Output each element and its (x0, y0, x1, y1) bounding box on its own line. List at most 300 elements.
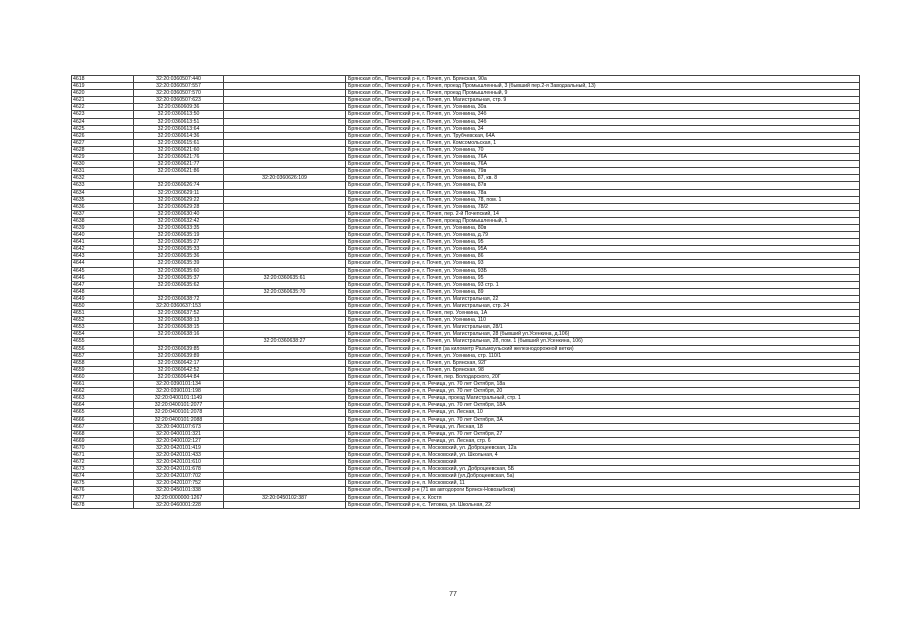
linked-cadastral-number-cell (224, 381, 346, 388)
row-number-cell: 4636 (72, 203, 134, 210)
table-row (72, 345, 860, 352)
linked-cadastral-number-cell (224, 366, 346, 373)
address-cell: Брянская обл., Почепский р-н, г. Почеп, ул. Усенкина, 70 (346, 146, 860, 153)
address-cell: Брянская обл., Почепский р-н, п. Речица, ул. 70 лет Октября, 18а (346, 381, 860, 388)
row-number-cell: 4632 (72, 175, 134, 182)
row-number-cell: 4659 (72, 366, 134, 373)
table-row (72, 83, 860, 90)
address-cell: Брянская обл., Почепский р-н, г. Почеп, ул. Усенкина, 79в (346, 168, 860, 175)
address-cell: Брянская обл., Почепский р-н, г. Почеп, ул. Усенкина, 87, кв. 8 (346, 175, 860, 182)
table-row (72, 217, 860, 224)
address-cell: Брянская обл., Почепский р-н, г. Почеп, ул. Усенкина, 76А (346, 161, 860, 168)
linked-cadastral-number-cell (224, 331, 346, 338)
cadastral-number-cell (134, 175, 224, 182)
row-number-cell: 4661 (72, 381, 134, 388)
row-number-cell: 4662 (72, 388, 134, 395)
linked-cadastral-number-cell (224, 118, 346, 125)
table-row (72, 473, 860, 480)
table-row (72, 310, 860, 317)
row-number-cell: 4670 (72, 444, 134, 451)
linked-cadastral-number-cell (224, 76, 346, 83)
cadastral-number-cell: 32:20:0450101:338 (134, 487, 224, 494)
linked-cadastral-number-cell (224, 451, 346, 458)
linked-cadastral-number-cell (224, 260, 346, 267)
cadastral-number-cell: 32:20:0360635:33 (134, 246, 224, 253)
registry-table-container (71, 75, 859, 509)
table-row (72, 359, 860, 366)
address-cell: Брянская обл., Почепский р-н, г. Почеп, ул. Усенкина, 110 (346, 317, 860, 324)
row-number-cell: 4663 (72, 395, 134, 402)
linked-cadastral-number-cell (224, 246, 346, 253)
linked-cadastral-number-cell (224, 430, 346, 437)
address-cell: Брянская обл., Почепский р-н, г. Почеп, ул. Усенкина, 93 (346, 260, 860, 267)
cadastral-number-cell: 32:20:0360507:440 (134, 76, 224, 83)
row-number-cell: 4666 (72, 416, 134, 423)
table-row (72, 104, 860, 111)
table-row (72, 459, 860, 466)
linked-cadastral-number-cell (224, 352, 346, 359)
linked-cadastral-number-cell (224, 487, 346, 494)
cadastral-number-cell: 32:20:0360615:61 (134, 139, 224, 146)
table-row (72, 161, 860, 168)
address-cell: Брянская обл., Почепский р-н, г. Почеп, ул. Усенкина, 76А (346, 154, 860, 161)
linked-cadastral-number-cell (224, 189, 346, 196)
table-row (72, 90, 860, 97)
table-row (72, 239, 860, 246)
row-number-cell: 4653 (72, 324, 134, 331)
table-row (72, 395, 860, 402)
table-row (72, 487, 860, 494)
cadastral-number-cell: 32:20:0400101:1149 (134, 395, 224, 402)
address-cell: Брянская обл., Почепский р-н, г. Почеп, ул. Магистральная, 28, пом. 1 (бывший ул.Усенкина, 106) (346, 338, 860, 345)
table-row (72, 146, 860, 153)
cadastral-number-cell: 32:20:0360639:85 (134, 345, 224, 352)
linked-cadastral-number-cell (224, 139, 346, 146)
linked-cadastral-number-cell (224, 161, 346, 168)
linked-cadastral-number-cell (224, 239, 346, 246)
table-row (72, 430, 860, 437)
address-cell: Брянская обл., Почепский р-н, п. Речица, ул. 70 лет Октября, 3А (346, 416, 860, 423)
cadastral-number-cell: 32:20:0000000:1267 (134, 494, 224, 501)
row-number-cell: 4658 (72, 359, 134, 366)
address-cell: Брянская обл., Почепский р-н (71 км автодороги Брянск-Новозыбков) (346, 487, 860, 494)
row-number-cell: 4667 (72, 423, 134, 430)
address-cell: Брянская обл., Почепский р-н, г. Почеп, ул. Усенкина, стр. 110/1 (346, 352, 860, 359)
linked-cadastral-number-cell (224, 409, 346, 416)
registry-table-body (72, 76, 860, 509)
address-cell: Брянская обл., Почепский р-н, г. Почеп, ул. Усенкина, д.79 (346, 232, 860, 239)
address-cell: Брянская обл., Почепский р-н, г. Почеп, ул. Брянская, 92Г (346, 359, 860, 366)
row-number-cell: 4643 (72, 253, 134, 260)
table-row (72, 260, 860, 267)
cadastral-number-cell: 32:20:0400107:673 (134, 423, 224, 430)
address-cell: Брянская обл., Почепский р-н, п. Московский, ул. Доброцеевская, 12а (346, 444, 860, 451)
linked-cadastral-number-cell (224, 253, 346, 260)
table-row (72, 196, 860, 203)
address-cell: Брянская обл., Почепский р-н, г. Почеп, ул. Усенкина, 78а (346, 189, 860, 196)
cadastral-number-cell: 32:20:0360507:570 (134, 90, 224, 97)
address-cell: Брянская обл., Почепский р-н, г. Почеп, ул. Магистральная, 28 (бывший ул.Усенкина, д.106) (346, 331, 860, 338)
address-cell: Брянская обл., Почепский р-н, г. Почеп, проезд Промышленный, 1 (346, 217, 860, 224)
cadastral-number-cell: 32:20:0360609:36 (134, 104, 224, 111)
address-cell: Брянская обл., Почепский р-н, п. Речица, ул. 70 лет Октября, 18А (346, 402, 860, 409)
linked-cadastral-number-cell (224, 466, 346, 473)
row-number-cell: 4656 (72, 345, 134, 352)
linked-cadastral-number-cell: 32:20:0360638:27 (224, 338, 346, 345)
cadastral-number-cell: 32:20:0360629:28 (134, 203, 224, 210)
row-number-cell: 4648 (72, 288, 134, 295)
table-row (72, 97, 860, 104)
table-row (72, 451, 860, 458)
table-row (72, 288, 860, 295)
table-row (72, 175, 860, 182)
cadastral-number-cell: 32:20:0360621:60 (134, 146, 224, 153)
table-row (72, 210, 860, 217)
row-number-cell: 4678 (72, 501, 134, 508)
linked-cadastral-number-cell (224, 310, 346, 317)
row-number-cell: 4652 (72, 317, 134, 324)
address-cell: Брянская обл., Почепский р-н, г. Почеп, ул. Комсомольская, 1 (346, 139, 860, 146)
row-number-cell: 4629 (72, 154, 134, 161)
cadastral-number-cell: 32:20:0360630:40 (134, 210, 224, 217)
linked-cadastral-number-cell (224, 345, 346, 352)
row-number-cell: 4634 (72, 189, 134, 196)
table-row (72, 303, 860, 310)
cadastral-number-cell: 32:20:0360644:84 (134, 373, 224, 380)
address-cell: Брянская обл., Почепский р-н, г. Почеп, ул. Усенкина, 30а (346, 104, 860, 111)
row-number-cell: 4644 (72, 260, 134, 267)
row-number-cell: 4676 (72, 487, 134, 494)
row-number-cell: 4631 (72, 168, 134, 175)
address-cell: Брянская обл., Почепский р-н, г. Почеп, ул. Усенкина, 78, пом. 1 (346, 196, 860, 203)
address-cell: Брянская обл., Почепский р-н, п. Речица, ул. 70 лет Октября, 20 (346, 388, 860, 395)
row-number-cell: 4639 (72, 224, 134, 231)
cadastral-number-cell: 32:20:0400101:2077 (134, 402, 224, 409)
row-number-cell: 4649 (72, 295, 134, 302)
cadastral-number-cell: 32:20:0360635:62 (134, 281, 224, 288)
cadastral-number-cell: 32:20:0400102:127 (134, 437, 224, 444)
table-row (72, 352, 860, 359)
linked-cadastral-number-cell (224, 373, 346, 380)
cadastral-number-cell: 32:20:0420101:433 (134, 451, 224, 458)
linked-cadastral-number-cell (224, 168, 346, 175)
linked-cadastral-number-cell (224, 395, 346, 402)
row-number-cell: 4654 (72, 331, 134, 338)
linked-cadastral-number-cell (224, 203, 346, 210)
linked-cadastral-number-cell (224, 125, 346, 132)
linked-cadastral-number-cell (224, 317, 346, 324)
table-row (72, 76, 860, 83)
address-cell: Брянская обл., Почепский р-н, п. Московский, 11 (346, 480, 860, 487)
table-row (72, 423, 860, 430)
linked-cadastral-number-cell (224, 437, 346, 444)
address-cell: Брянская обл., Почепский р-н, г. Почеп, ул. Усенкина, 93 стр. 1 (346, 281, 860, 288)
linked-cadastral-number-cell (224, 154, 346, 161)
table-row (72, 154, 860, 161)
address-cell: Брянская обл., Почепский р-н, г. Почеп, пер. 2-й Почепский, 14 (346, 210, 860, 217)
cadastral-number-cell: 32:20:0460001:228 (134, 501, 224, 508)
address-cell: Брянская обл., Почепский р-н, г. Почеп, ул. Усенкина, 86 (346, 253, 860, 260)
linked-cadastral-number-cell (224, 359, 346, 366)
linked-cadastral-number-cell (224, 104, 346, 111)
table-row (72, 111, 860, 118)
cadastral-number-cell: 32:20:0400101:2078 (134, 409, 224, 416)
table-row (72, 388, 860, 395)
row-number-cell: 4620 (72, 90, 134, 97)
row-number-cell: 4618 (72, 76, 134, 83)
address-cell: Брянская обл., Почепский р-н, г. Почеп, ул. Магистральная, 22 (346, 295, 860, 302)
table-row (72, 381, 860, 388)
address-cell: Брянская обл., Почепский р-н, г. Почеп, ул. Усенкина, 93Б (346, 267, 860, 274)
row-number-cell: 4660 (72, 373, 134, 380)
table-row (72, 168, 860, 175)
cadastral-number-cell: 32:20:0420107:752 (134, 480, 224, 487)
table-row (72, 409, 860, 416)
row-number-cell: 4665 (72, 409, 134, 416)
address-cell: Брянская обл., Почепский р-н, х. Костя (346, 494, 860, 501)
linked-cadastral-number-cell (224, 402, 346, 409)
row-number-cell: 4642 (72, 246, 134, 253)
cadastral-number-cell: 32:20:0360638:72 (134, 295, 224, 302)
linked-cadastral-number-cell (224, 97, 346, 104)
cadastral-number-cell: 32:20:0360637:153 (134, 303, 224, 310)
linked-cadastral-number-cell (224, 196, 346, 203)
row-number-cell: 4664 (72, 402, 134, 409)
table-row (72, 253, 860, 260)
cadastral-number-cell: 32:20:0360613:50 (134, 111, 224, 118)
cadastral-number-cell: 32:20:0360633:35 (134, 224, 224, 231)
address-cell: Брянская обл., Почепский р-н, г. Почеп, ул. Усенкина, 87в (346, 182, 860, 189)
row-number-cell: 4673 (72, 466, 134, 473)
row-number-cell: 4651 (72, 310, 134, 317)
cadastral-number-cell: 32:20:0360639:89 (134, 352, 224, 359)
address-cell: Брянская обл., Почепский р-н, г. Почеп, пер. Володарского, 20Г (346, 373, 860, 380)
cadastral-number-cell: 32:20:0360507:623 (134, 97, 224, 104)
linked-cadastral-number-cell (224, 388, 346, 395)
row-number-cell: 4669 (72, 437, 134, 444)
cadastral-number-cell: 32:20:0360635:36 (134, 253, 224, 260)
address-cell: Брянская обл., Почепский р-н, п. Московский (346, 459, 860, 466)
row-number-cell: 4675 (72, 480, 134, 487)
address-cell: Брянская обл., Почепский р-н, г. Почеп, ул. Усенкина, 95А (346, 246, 860, 253)
table-row (72, 373, 860, 380)
cadastral-number-cell: 32:20:0360637:52 (134, 310, 224, 317)
row-number-cell: 4640 (72, 232, 134, 239)
linked-cadastral-number-cell (224, 132, 346, 139)
linked-cadastral-number-cell (224, 416, 346, 423)
row-number-cell: 4674 (72, 473, 134, 480)
linked-cadastral-number-cell (224, 480, 346, 487)
row-number-cell: 4655 (72, 338, 134, 345)
table-row (72, 338, 860, 345)
cadastral-number-cell: 32:20:0360642:52 (134, 366, 224, 373)
address-cell: Брянская обл., Почепский р-н, п. Московский, ул. Доброцеевская, 5Б (346, 466, 860, 473)
row-number-cell: 4624 (72, 118, 134, 125)
page-number: 77 (449, 591, 457, 598)
linked-cadastral-number-cell (224, 90, 346, 97)
registry-table (71, 75, 860, 509)
address-cell: Брянская обл., Почепский р-н, г. Почеп, ул. Брянская, 90а (346, 76, 860, 83)
table-row (72, 203, 860, 210)
address-cell: Брянская обл., Почепский р-н, г. Почеп, ул. Усенкина, 34 (346, 125, 860, 132)
cadastral-number-cell: 32:20:0390101:134 (134, 381, 224, 388)
address-cell: Брянская обл., Почепский р-н, г. Почеп, ул. Магистральная, стр. 24 (346, 303, 860, 310)
row-number-cell: 4645 (72, 267, 134, 274)
row-number-cell: 4647 (72, 281, 134, 288)
linked-cadastral-number-cell: 32:20:0450102:387 (224, 494, 346, 501)
linked-cadastral-number-cell (224, 473, 346, 480)
table-row (72, 466, 860, 473)
linked-cadastral-number-cell (224, 303, 346, 310)
address-cell: Брянская обл., Почепский р-н, п. Речица, ул. Лесная, 18 (346, 423, 860, 430)
row-number-cell: 4641 (72, 239, 134, 246)
address-cell: Брянская обл., Почепский р-н, г. Почеп, ул. Трубчевская, 64А (346, 132, 860, 139)
linked-cadastral-number-cell (224, 111, 346, 118)
address-cell: Брянская обл., Почепский р-н, г. Почеп, ул. Магистральная, стр. 9 (346, 97, 860, 104)
row-number-cell: 4627 (72, 139, 134, 146)
address-cell: Брянская обл., Почепский р-н, п. Речица, ул. Лесная, стр. 6 (346, 437, 860, 444)
table-row (72, 281, 860, 288)
linked-cadastral-number-cell (224, 444, 346, 451)
table-row (72, 125, 860, 132)
cadastral-number-cell: 32:20:0360626:74 (134, 182, 224, 189)
cadastral-number-cell: 32:20:0360507:557 (134, 83, 224, 90)
cadastral-number-cell: 32:20:0400101:2088 (134, 416, 224, 423)
table-row (72, 274, 860, 281)
cadastral-number-cell (134, 338, 224, 345)
cadastral-number-cell: 32:20:0400101:321 (134, 430, 224, 437)
linked-cadastral-number-cell (224, 217, 346, 224)
table-row (72, 139, 860, 146)
row-number-cell: 4623 (72, 111, 134, 118)
table-row (72, 267, 860, 274)
row-number-cell: 4657 (72, 352, 134, 359)
table-row (72, 132, 860, 139)
address-cell: Брянская обл., Почепский р-н, с. Титовка, ул. Школьная, 22 (346, 501, 860, 508)
cadastral-number-cell: 32:20:0360629:11 (134, 189, 224, 196)
table-row (72, 118, 860, 125)
address-cell: Брянская обл., Почепский р-н, п. Московский, ул. Школьная, 4 (346, 451, 860, 458)
table-row (72, 480, 860, 487)
cadastral-number-cell: 32:20:0420101:419 (134, 444, 224, 451)
table-row (72, 324, 860, 331)
table-row (72, 232, 860, 239)
cadastral-number-cell: 32:20:0360635:37 (134, 274, 224, 281)
address-cell: Брянская обл., Почепский р-н, г. Почеп, ул. Магистральная, 28/1 (346, 324, 860, 331)
cadastral-number-cell: 32:20:0360621:86 (134, 168, 224, 175)
address-cell: Брянская обл., Почепский р-н, г. Почеп, ул. Усенкина, 95 (346, 274, 860, 281)
table-row (72, 295, 860, 302)
table-row (72, 366, 860, 373)
table-row (72, 317, 860, 324)
row-number-cell: 4668 (72, 430, 134, 437)
cadastral-number-cell: 32:20:0360635:60 (134, 267, 224, 274)
address-cell: Брянская обл., Почепский р-н, г. Почеп, проезд Промышленный, 9 (346, 90, 860, 97)
cadastral-number-cell: 32:20:0360613:64 (134, 125, 224, 132)
address-cell: Брянская обл., Почепский р-н, г. Почеп, ул. Брянская, 98 (346, 366, 860, 373)
linked-cadastral-number-cell (224, 423, 346, 430)
linked-cadastral-number-cell (224, 210, 346, 217)
linked-cadastral-number-cell (224, 267, 346, 274)
linked-cadastral-number-cell (224, 146, 346, 153)
linked-cadastral-number-cell (224, 281, 346, 288)
table-row (72, 224, 860, 231)
table-row (72, 402, 860, 409)
cadastral-number-cell: 32:20:0360638:15 (134, 324, 224, 331)
cadastral-number-cell: 32:20:0360638:13 (134, 317, 224, 324)
cadastral-number-cell: 32:20:0360642:17 (134, 359, 224, 366)
row-number-cell: 4637 (72, 210, 134, 217)
table-row (72, 182, 860, 189)
linked-cadastral-number-cell (224, 232, 346, 239)
row-number-cell: 4626 (72, 132, 134, 139)
row-number-cell: 4625 (72, 125, 134, 132)
row-number-cell: 4650 (72, 303, 134, 310)
linked-cadastral-number-cell (224, 459, 346, 466)
cadastral-number-cell: 32:20:0390101:198 (134, 388, 224, 395)
linked-cadastral-number-cell: 32:20:0360635:61 (224, 274, 346, 281)
row-number-cell: 4630 (72, 161, 134, 168)
cadastral-number-cell: 32:20:0360621:76 (134, 154, 224, 161)
linked-cadastral-number-cell: 32:20:0360626:109 (224, 175, 346, 182)
cadastral-number-cell: 32:20:0420101:678 (134, 466, 224, 473)
linked-cadastral-number-cell (224, 224, 346, 231)
address-cell: Брянская обл., Почепский р-н, г. Почеп, пер. Усенкина, 1А (346, 310, 860, 317)
cadastral-number-cell: 32:20:0420107:702 (134, 473, 224, 480)
address-cell: Брянская обл., Почепский р-н, п. Речица, ул. 70 лет Октября, 27 (346, 430, 860, 437)
row-number-cell: 4677 (72, 494, 134, 501)
address-cell: Брянская обл., Почепский р-н, г. Почеп, ул. Усенкина, 34б (346, 111, 860, 118)
linked-cadastral-number-cell (224, 182, 346, 189)
address-cell: Брянская обл., Почепский р-н, п. Речица, ул. Лесная, 10 (346, 409, 860, 416)
cadastral-number-cell: 32:20:0360632:42 (134, 217, 224, 224)
table-row (72, 501, 860, 508)
address-cell: Брянская обл., Почепский р-н, г. Почеп, проезд Промышленный, 3 (бывший пер.2-я Заводзальный, 13) (346, 83, 860, 90)
cadastral-number-cell: 32:20:0360635:19 (134, 232, 224, 239)
row-number-cell: 4633 (72, 182, 134, 189)
cadastral-number-cell: 32:20:0360635:27 (134, 239, 224, 246)
cadastral-number-cell: 32:20:0360629:22 (134, 196, 224, 203)
row-number-cell: 4646 (72, 274, 134, 281)
linked-cadastral-number-cell (224, 324, 346, 331)
row-number-cell: 4635 (72, 196, 134, 203)
row-number-cell: 4671 (72, 451, 134, 458)
table-row (72, 494, 860, 501)
cadastral-number-cell: 32:20:0360613:51 (134, 118, 224, 125)
cadastral-number-cell: 32:20:0360614:36 (134, 132, 224, 139)
linked-cadastral-number-cell: 32:20:0360635:70 (224, 288, 346, 295)
address-cell: Брянская обл., Почепский р-н, г. Почеп, ул. Усенкина, 80в (346, 224, 860, 231)
table-row (72, 437, 860, 444)
address-cell: Брянская обл., Почепский р-н, г. Почеп, ул. Усенкина, 95 (346, 239, 860, 246)
row-number-cell: 4628 (72, 146, 134, 153)
address-cell: Брянская обл., Почепский р-н, г. Почеп, ул. Усенкина, 89 (346, 288, 860, 295)
row-number-cell: 4621 (72, 97, 134, 104)
cadastral-number-cell: 32:20:0360638:16 (134, 331, 224, 338)
cadastral-number-cell: 32:20:0360621:77 (134, 161, 224, 168)
cadastral-number-cell (134, 288, 224, 295)
linked-cadastral-number-cell (224, 501, 346, 508)
address-cell: Брянская обл., Почепский р-н, г. Почеп, ул. Усенкина, 34б (346, 118, 860, 125)
cadastral-number-cell: 32:20:0360635:39 (134, 260, 224, 267)
table-row (72, 246, 860, 253)
address-cell: Брянская обл., Почепский р-н, п. Московский (ул.Доброцеевская, 5а) (346, 473, 860, 480)
table-row (72, 416, 860, 423)
row-number-cell: 4672 (72, 459, 134, 466)
table-row (72, 331, 860, 338)
cadastral-number-cell: 32:20:0420101:610 (134, 459, 224, 466)
address-cell: Брянская обл., Почепский р-н, п. Речица, проезд Магистральный, стр. 1 (346, 395, 860, 402)
